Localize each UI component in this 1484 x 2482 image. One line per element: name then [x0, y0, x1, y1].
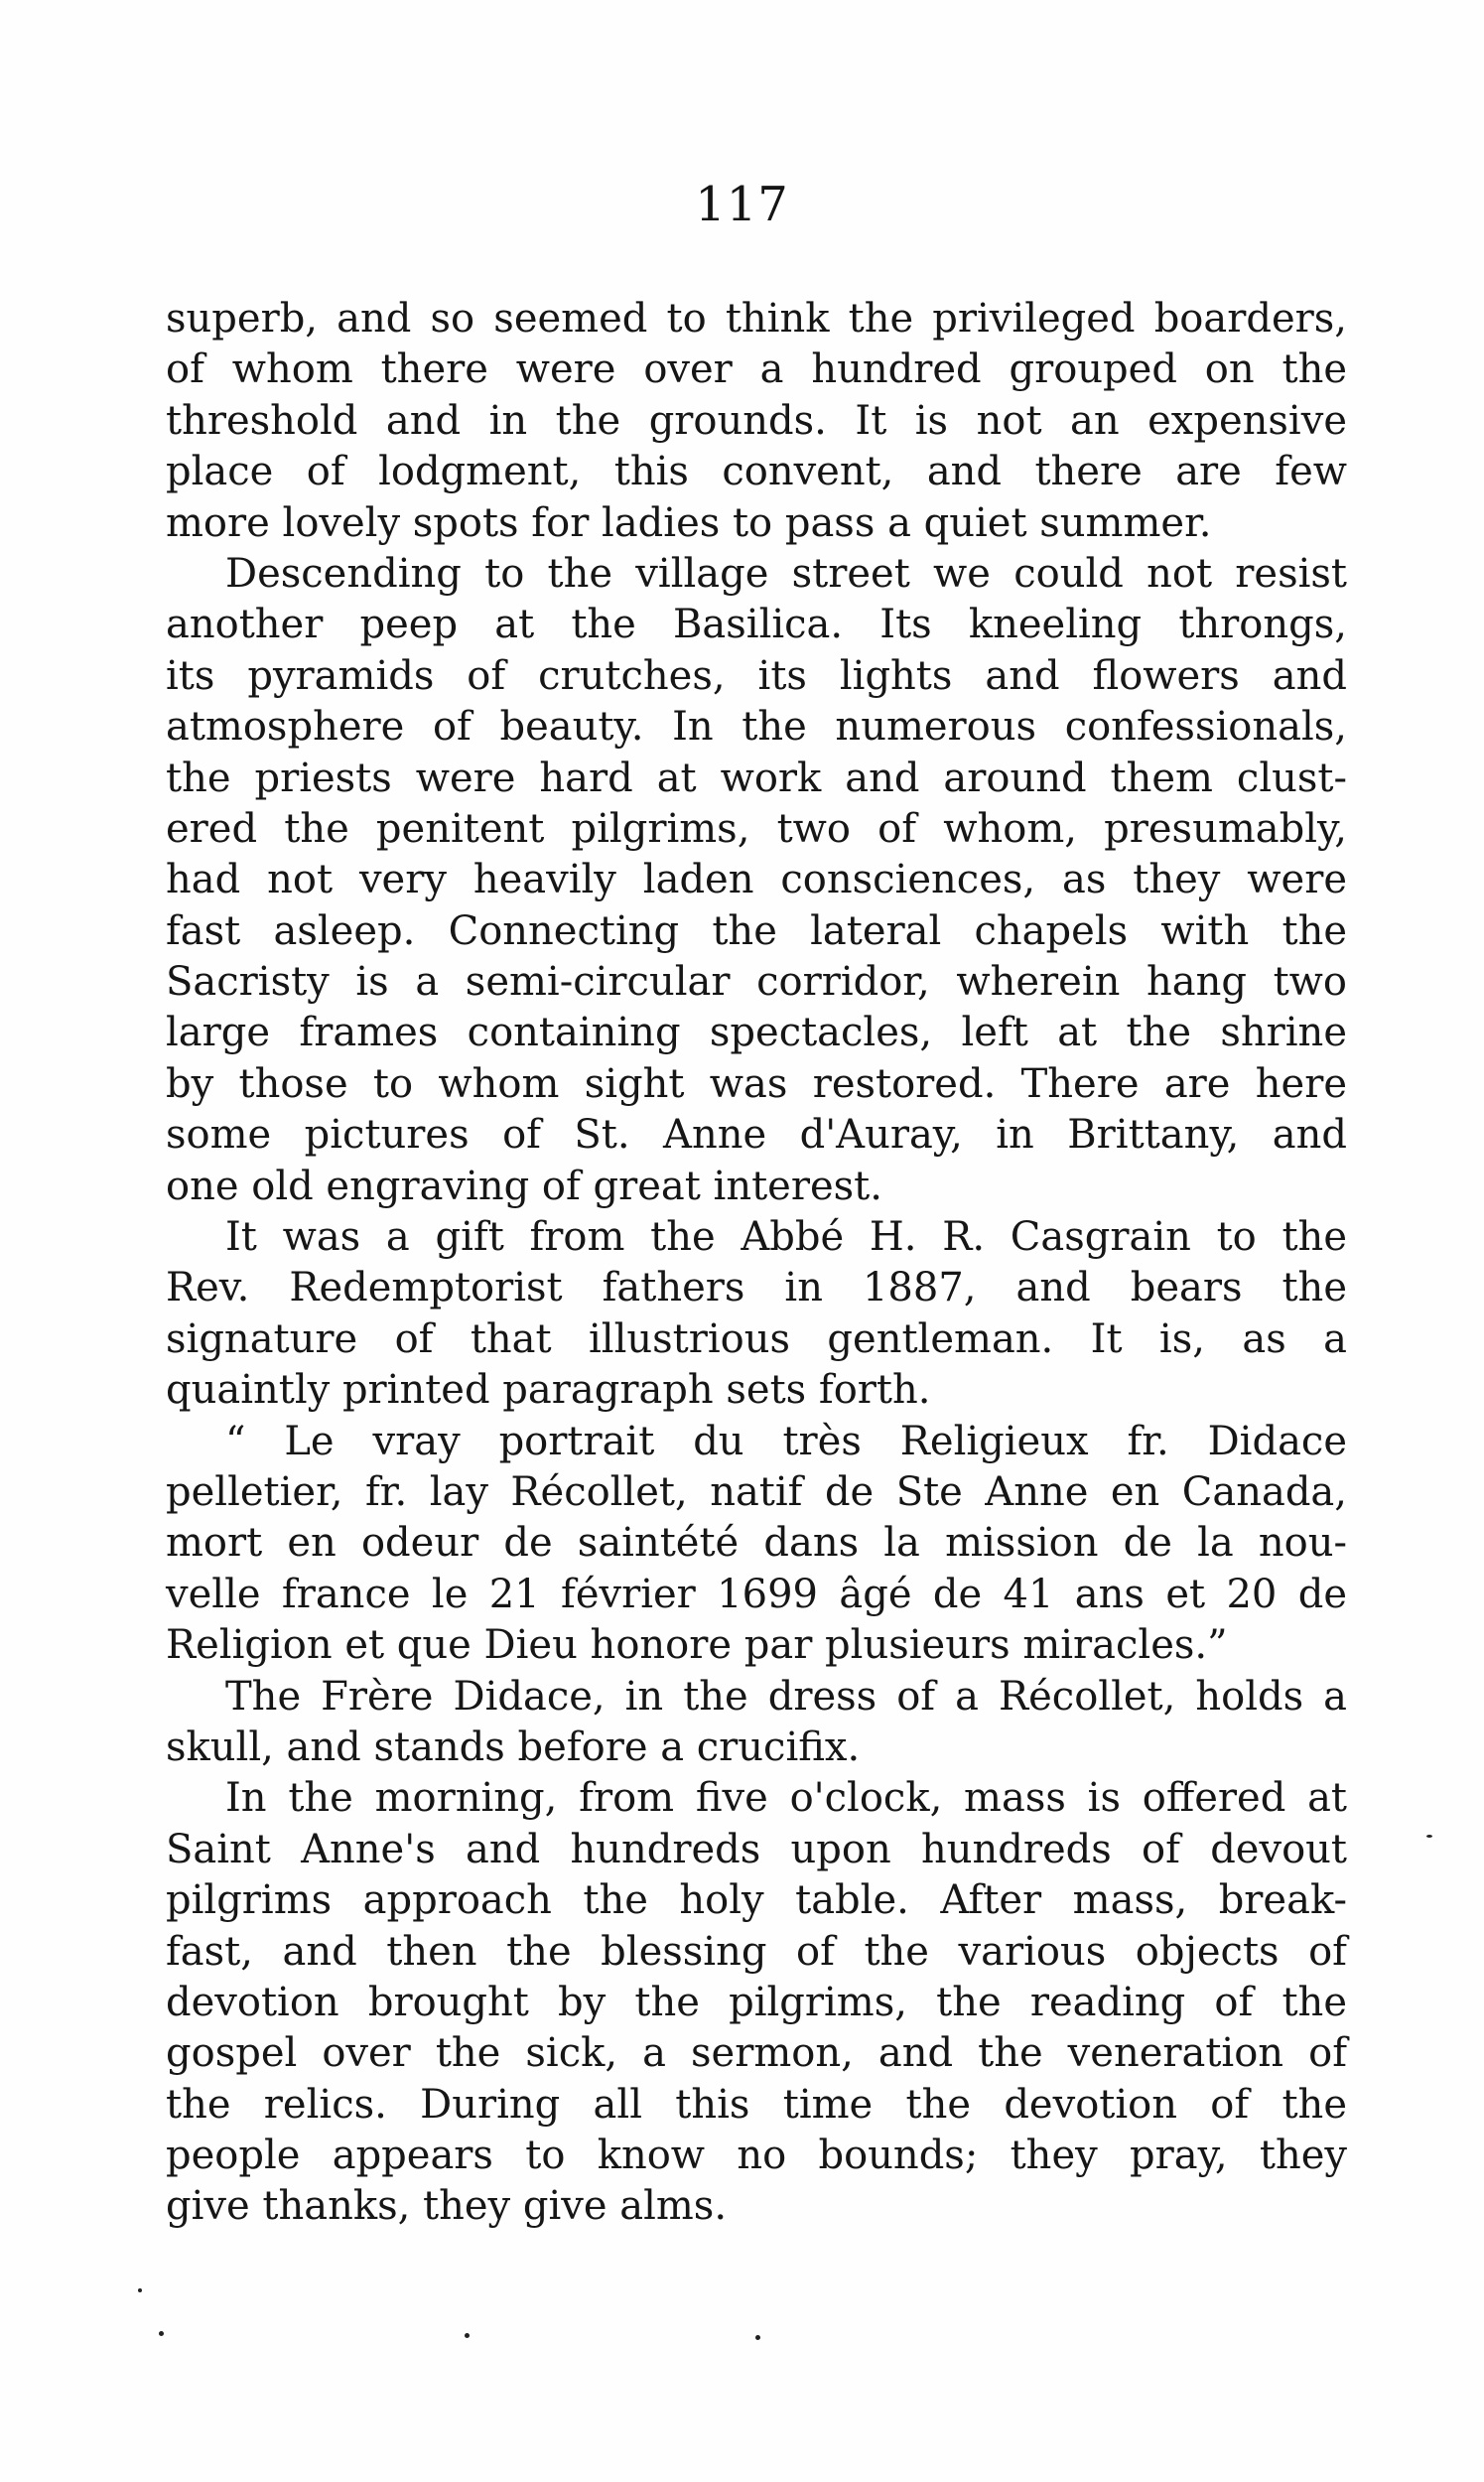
text-line: gospel over the sick, a sermon, and the veneration of — [166, 2030, 1347, 2077]
text-line: threshold and in the grounds. It is not an expensive — [166, 397, 1347, 444]
text-line: In the morning, from five o'clock, mass is offered at — [225, 1775, 1347, 1822]
text-line: another peep at the Basilica. Its kneeling throngs, — [166, 602, 1347, 648]
text-line: velle france le 21 février 1699 âgé de 41 ans et 20 de — [166, 1571, 1347, 1617]
text-line: skull, and stands before a crucifix. — [166, 1724, 861, 1770]
text-line: had not very heavily laden consciences, as they were — [166, 857, 1347, 903]
text-line: devotion brought by the pilgrims, the reading of the — [166, 1979, 1347, 2025]
text-line: its pyramids of crutches, its lights and flowers and — [166, 652, 1347, 699]
text-line: people appears to know no bounds; they pray, they — [166, 2133, 1347, 2179]
print-speck — [465, 2333, 470, 2338]
text-line: Saint Anne's and hundreds upon hundreds of devout — [166, 1826, 1347, 1872]
text-line: fast asleep. Connecting the lateral chapels with the — [166, 907, 1347, 954]
text-line: Religion et que Dieu honore par plusieurs miracles.” — [166, 1622, 1228, 1669]
text-line: the priests were hard at work and around them clust- — [166, 755, 1347, 801]
print-speck — [159, 2331, 164, 2336]
text-line: place of lodgment, this convent, and there are few — [166, 449, 1347, 495]
text-line: pelletier, fr. lay Récollet, natif de Ste Anne en Canada, — [166, 1468, 1347, 1515]
text-line: mort en odeur de saintété dans la mission de la nou- — [166, 1520, 1347, 1567]
text-line: superb, and so seemed to think the privileged boarders, — [166, 296, 1347, 342]
text-line: Rev. Redemptorist fathers in 1887, and bears the — [166, 1265, 1347, 1311]
text-line: give thanks, they give alms. — [166, 2183, 728, 2230]
print-speck — [1426, 1835, 1432, 1838]
text-line: atmosphere of beauty. In the numerous confessionals, — [166, 704, 1347, 751]
text-line: large frames containing spectacles, left at the shrine — [166, 1010, 1347, 1056]
text-line: some pictures of St. Anne d'Auray, in Brittany, and — [166, 1112, 1347, 1159]
text-line: “ Le vray portrait du très Religieux fr. Didace — [225, 1418, 1347, 1464]
page-number: 117 — [695, 177, 789, 232]
text-line: the relics. During all this time the devotion of the — [166, 2081, 1347, 2128]
text-line: one old engraving of great interest. — [166, 1163, 882, 1209]
text-line: It was a gift from the Abbé H. R. Casgrain to the — [225, 1214, 1347, 1261]
print-speck — [138, 2288, 142, 2292]
text-line: of whom there were over a hundred grouped on the — [166, 346, 1347, 393]
text-line: The Frère Didace, in the dress of a Récollet, holds a — [225, 1673, 1347, 1720]
text-line: Sacristy is a semi-circular corridor, wherein hang two — [166, 959, 1347, 1006]
text-line: ered the penitent pilgrims, two of whom, presumably, — [166, 805, 1347, 852]
text-line: more lovely spots for ladies to pass a quiet summer. — [166, 499, 1212, 546]
body-text — [166, 294, 1347, 2233]
text-line: quaintly printed paragraph sets forth. — [166, 1367, 931, 1414]
text-line: fast, and then the blessing of the various objects of — [166, 1928, 1347, 1975]
text-line: by those to whom sight was restored. There are here — [166, 1060, 1347, 1107]
print-speck — [755, 2335, 760, 2340]
text-line: signature of that illustrious gentleman. It is, as a — [166, 1315, 1347, 1362]
text-line: pilgrims approach the holy table. After mass, break- — [166, 1877, 1347, 1924]
text-line: Descending to the village street we could not resist — [225, 550, 1347, 597]
